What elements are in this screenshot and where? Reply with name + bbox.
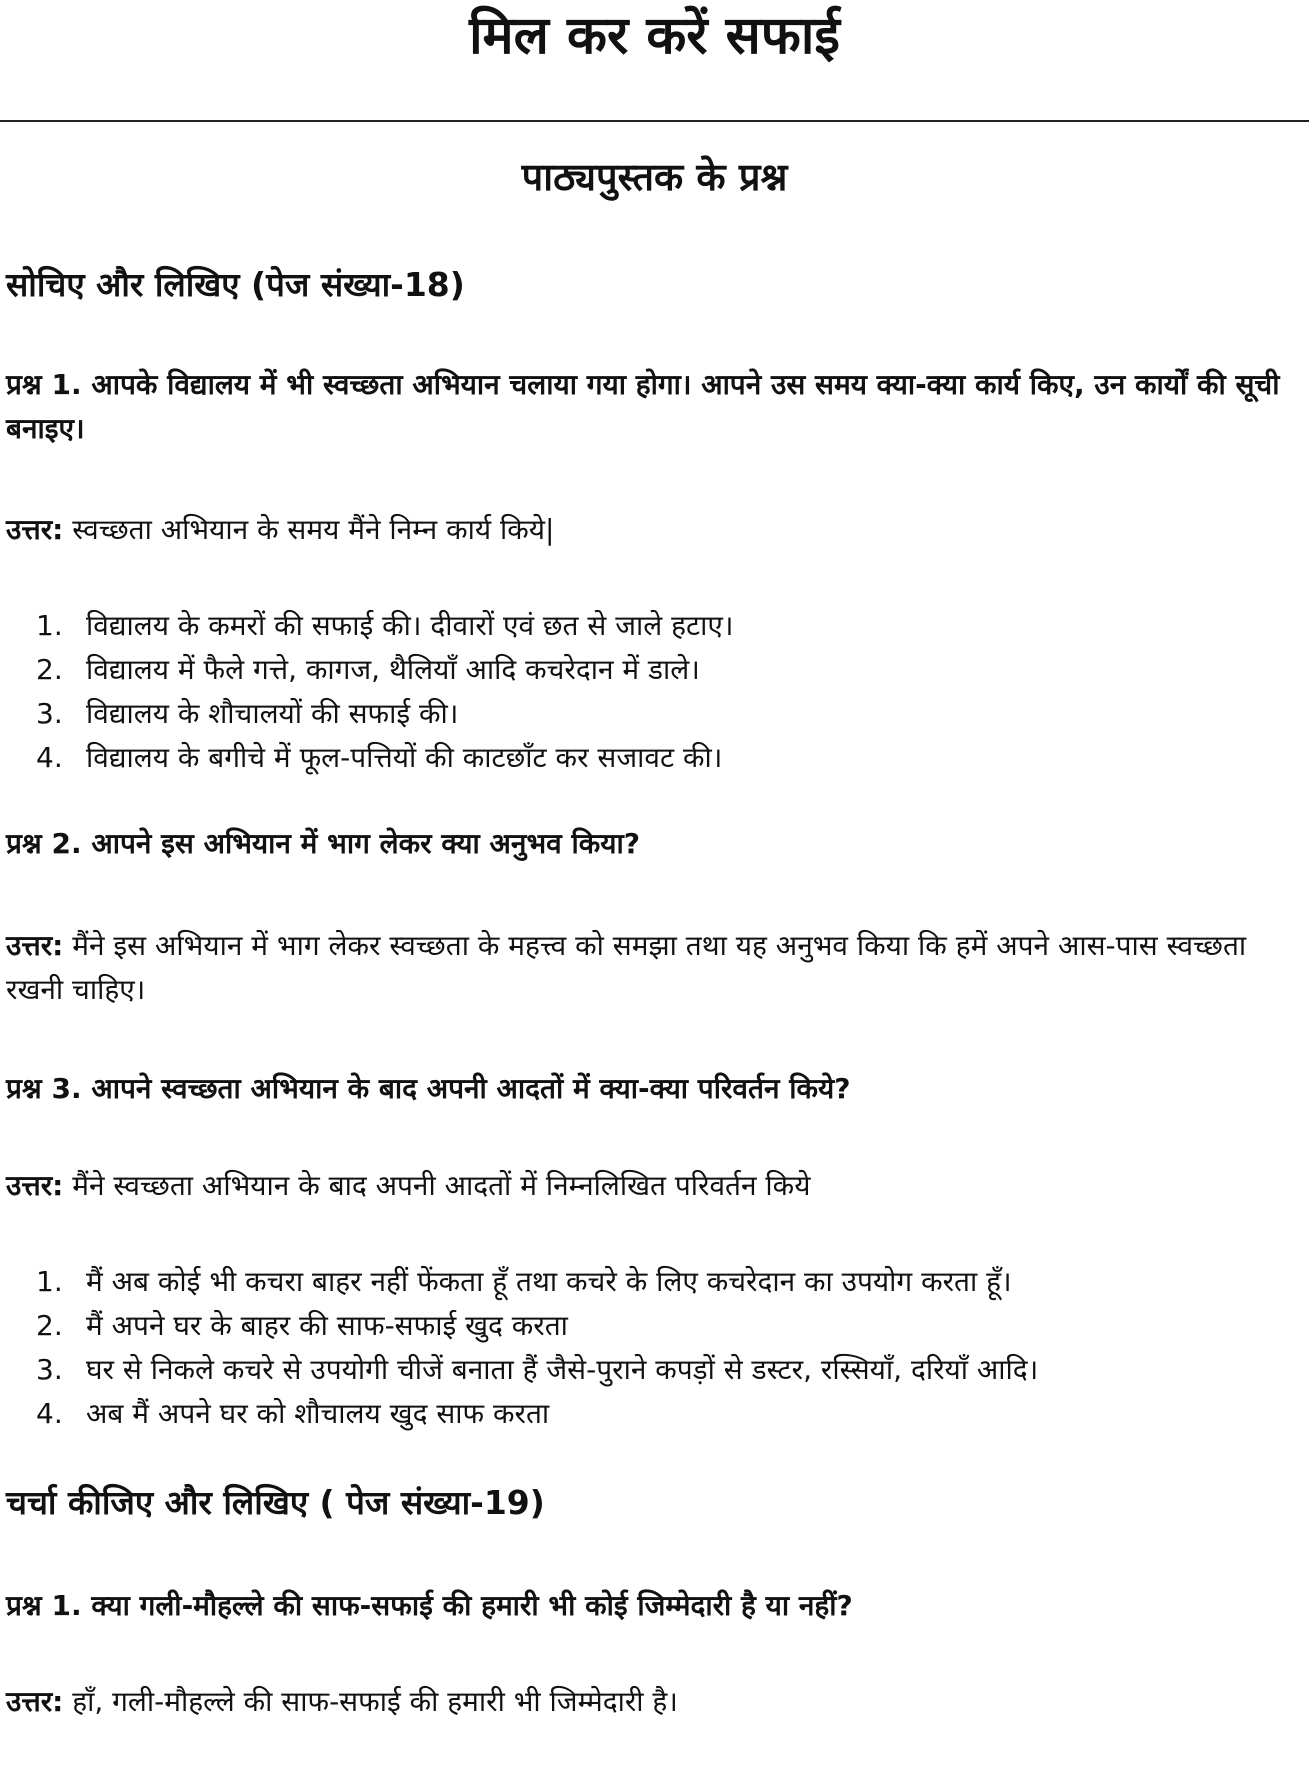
list-item [36,736,1306,780]
question-text: प्रश्न 1. आपके विद्यालय में भी स्वच्छता अभियान चलाया गया होगा। आपने उस समय क्या-क्या कार्य किए, उन कार्यों की सूची बनाइए। [6,368,1280,445]
section-heading: चर्चा कीजिए और लिखिए ( पेज संख्या-19) [6,1483,545,1522]
list-item [36,1348,1306,1392]
page-title: मिल कर करें सफाई [469,6,840,66]
question-text: प्रश्न 3. आपने स्वच्छता अभियान के बाद अपनी आदतों में क्या-क्या परिवर्तन किये? [6,1072,851,1105]
list-item-text: मैं अपने घर के बाहर की साफ-सफाई खुद करता [86,1309,568,1342]
answer-label: उत्तर: [6,513,64,546]
answer-paragraph [6,1164,1301,1208]
list-item-number: 1. [36,609,63,642]
list-item [36,604,1306,648]
answer-paragraph [6,924,1301,1012]
list-item-number: 2. [36,653,63,686]
list-item [36,692,1306,736]
list-item-number: 2. [36,1309,63,1342]
list-item [36,1260,1306,1304]
list-item-number: 3. [36,697,63,730]
numbered-list [36,604,1306,780]
question-text: प्रश्न 2. आपने इस अभियान में भाग लेकर क्या अनुभव किया? [6,827,640,860]
list-item-number: 3. [36,1353,63,1386]
answer-paragraph [6,1680,1301,1724]
list-item-text: मैं अब कोई भी कचरा बाहर नहीं फेंकता हूँ तथा कचरे के लिए कचरेदान का उपयोग करता हूँ। [86,1265,1012,1298]
answer-paragraph [6,508,1301,552]
list-item [36,648,1306,692]
numbered-list [36,1260,1306,1436]
section-heading: सोचिए और लिखिए (पेज संख्या-18) [6,265,465,304]
answer-text: स्वच्छता अभियान के समय मैंने निम्न कार्य किये| [63,513,555,546]
list-item-text: विद्यालय के कमरों की सफाई की। दीवारों एवं छत से जाले हटाए। [86,609,734,642]
list-item-text: विद्यालय में फैले गत्ते, कागज, थैलियाँ आदि कचरेदान में डाले। [86,653,700,686]
list-item-text: विद्यालय के बगीचे में फूल-पत्तियों की काटछाँट कर सजावट की। [86,741,723,774]
list-item-number: 4. [36,741,63,774]
answer-text: हाँ, गली-मौहल्ले की साफ-सफाई की हमारी भी जिम्मेदारी है। [63,1685,678,1718]
list-item [36,1304,1306,1348]
answer-label: उत्तर: [6,1685,64,1718]
title-divider [0,120,1309,122]
answer-text: मैंने इस अभियान में भाग लेकर स्वच्छता के महत्त्व को समझा तथा यह अनुभव किया कि हमें अपने आस-पास स्वच्छता रखनी चाहिए। [6,929,1247,1006]
list-item-text: विद्यालय के शौचालयों की सफाई की। [86,697,459,730]
list-item-number: 1. [36,1265,63,1298]
answer-label: उत्तर: [6,1169,64,1202]
list-item [36,1392,1306,1436]
list-item-number: 4. [36,1397,63,1430]
page-subtitle: पाठ्यपुस्तक के प्रश्न [521,155,788,199]
answer-text: मैंने स्वच्छता अभियान के बाद अपनी आदतों में निम्नलिखित परिवर्तन किये [63,1169,811,1202]
answer-label: उत्तर: [6,929,64,962]
list-item-text: घर से निकले कचरे से उपयोगी चीजें बनाता हैं जैसे-पुराने कपड़ों से डस्टर, रस्सियाँ, दरियाँ आदि। [86,1353,1039,1386]
list-item-text: अब मैं अपने घर को शौचालय खुद साफ करता [86,1397,550,1430]
question-text: प्रश्न 1. क्या गली-मौहल्ले की साफ-सफाई की हमारी भी कोई जिम्मेदारी है या नहीं? [6,1589,853,1622]
